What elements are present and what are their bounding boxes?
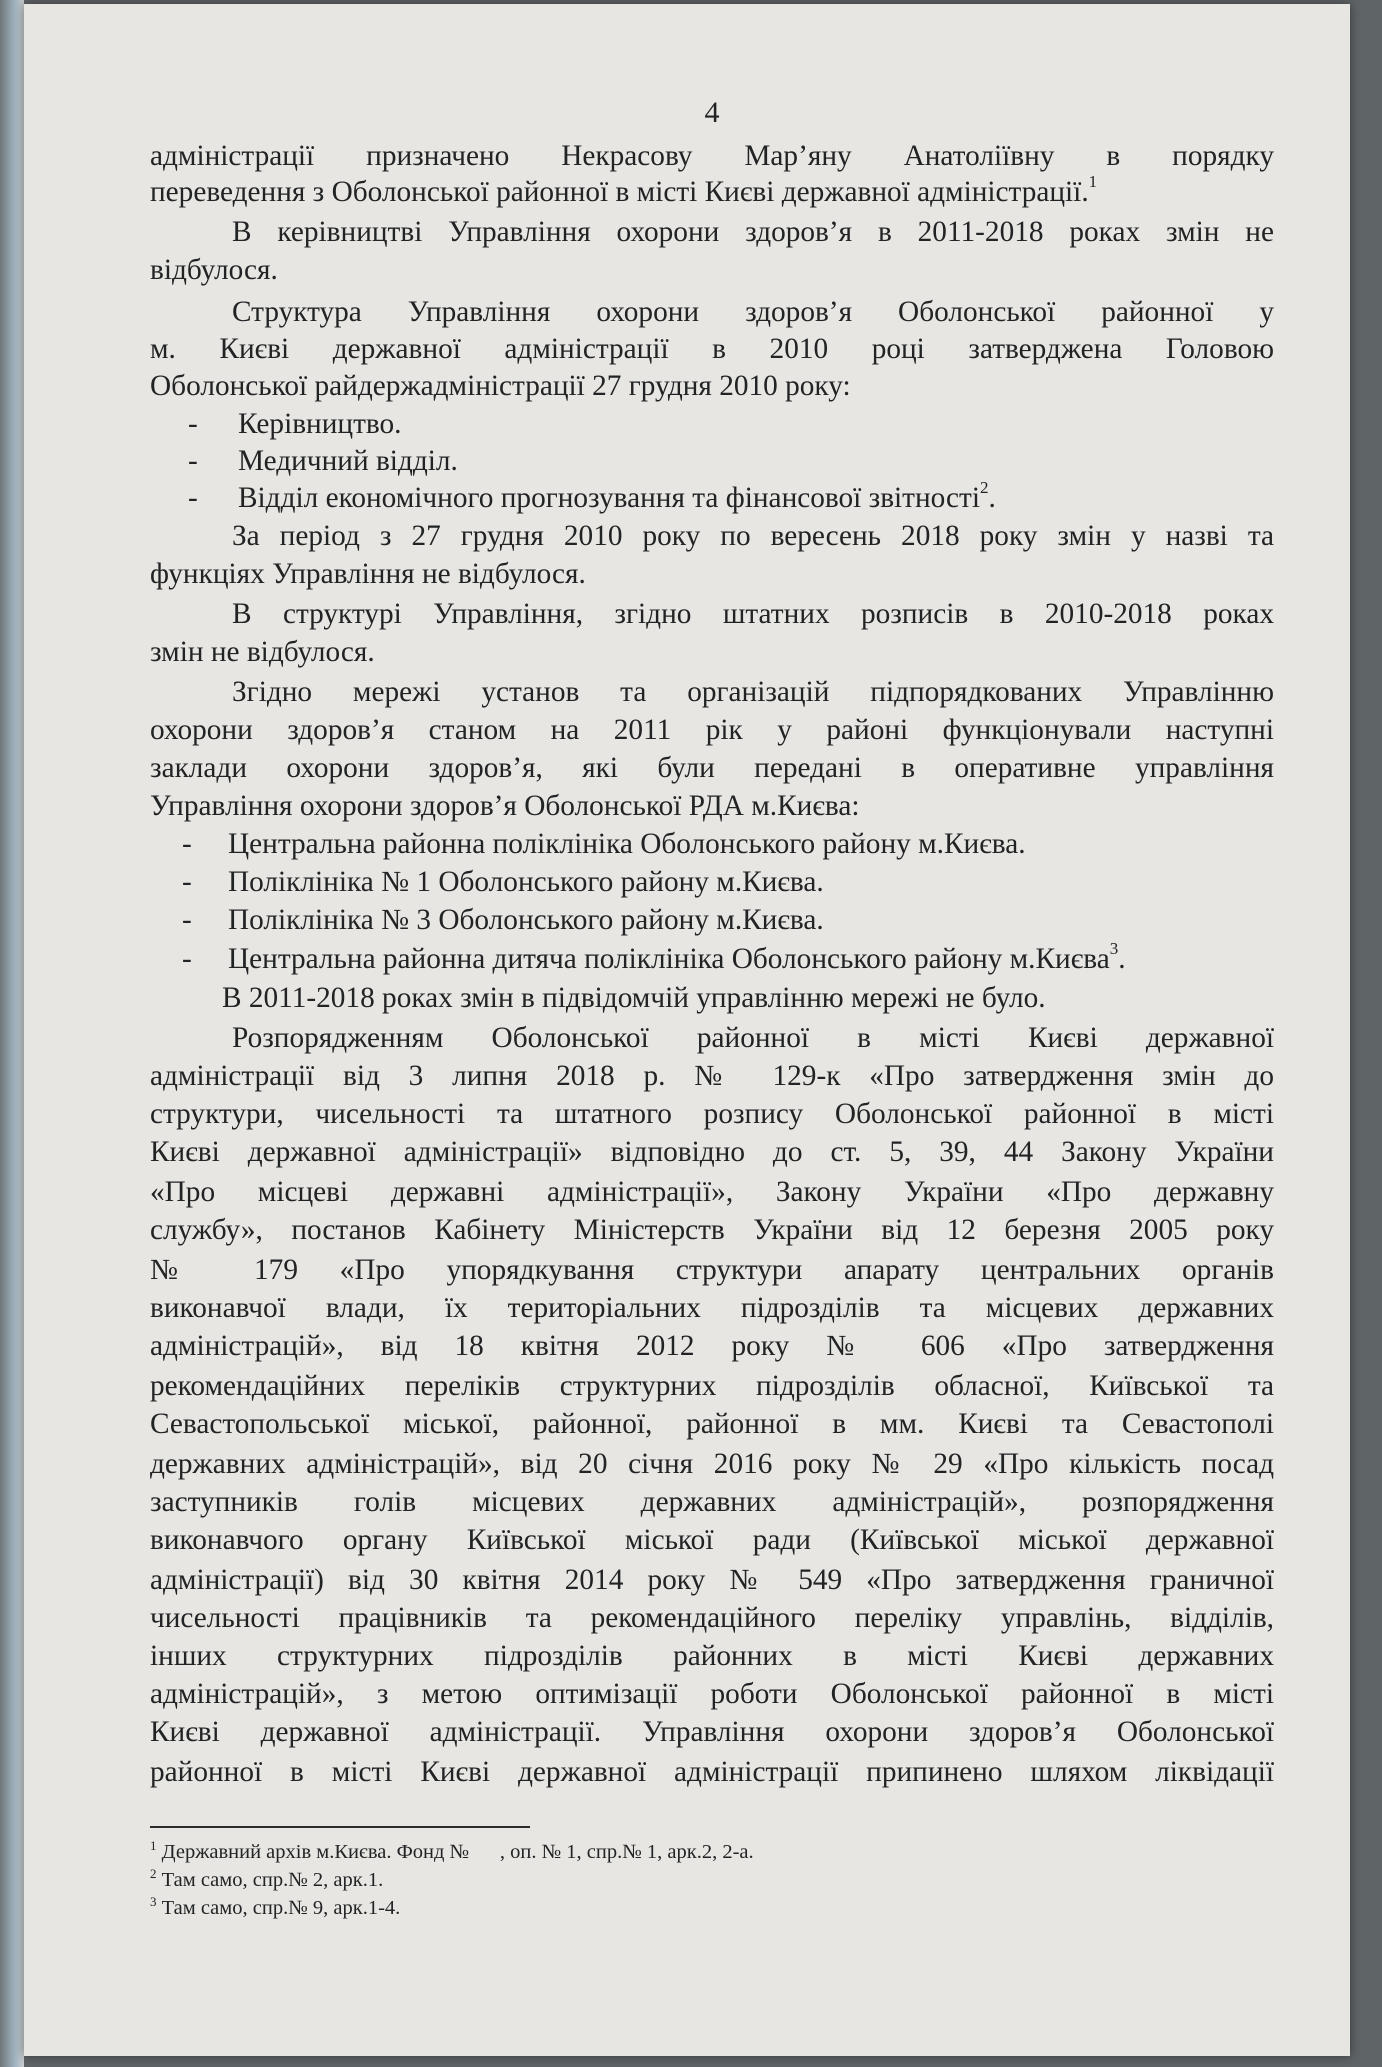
body-line: «Про місцеві державні адміністрації», Закону України «Про державну xyxy=(150,1176,1274,1208)
footnote-separator xyxy=(150,1826,530,1828)
list-item: - Медичний відділ. xyxy=(188,445,458,477)
body-line: адміністрацій», від 18 квітня 2012 року № 606 «Про затвердження xyxy=(150,1330,1274,1362)
footnote: $^3$ Там само, спр.№ 9, арк.1-4. xyxy=(150,1894,401,1919)
body-line: адміністрації від 3 липня 2018 р. № 129-к «Про затвердження змін до xyxy=(150,1060,1274,1092)
body-line: рекомендаційних переліків структурних підрозділів обласної, Київської та xyxy=(150,1370,1274,1402)
footnote-ref: 1 xyxy=(1088,172,1098,191)
body-line: виконавчої влади, їх територіальних підрозділів та місцевих державних xyxy=(150,1292,1274,1324)
list-item: - Поліклініка № 3 Оболонського району м.Києва. xyxy=(182,904,824,936)
body-line: районної в місті Києві державної адміністрації припинено шляхом ліквідації xyxy=(150,1756,1274,1788)
body-line: В 2011-2018 роках змін в підвідомчій управлінню мережі не було. xyxy=(222,982,1046,1014)
body-line: Києві державної адміністрації. Управління охорони здоров’я Оболонської xyxy=(150,1716,1274,1748)
body-line: Структура Управління охорони здоров’я Оболонської районної у xyxy=(232,296,1274,328)
body-line: охорони здоров’я станом на 2011 рік у районі функціонували наступні xyxy=(150,714,1274,746)
body-line: За період з 27 грудня 2010 року по вересень 2018 року змін у назві та xyxy=(232,520,1274,552)
body-line: функціях Управління не відбулося. xyxy=(150,558,586,590)
body-line: заклади охорони здоров’я, які були передані в оперативне управління xyxy=(150,752,1274,784)
document-page xyxy=(24,4,1350,2056)
body-line: переведення з Оболонської районної в місті Києві державної адміністрації.$^1$ xyxy=(150,172,1098,208)
footnote-ref: 3 xyxy=(1109,939,1119,958)
list-item: - Відділ економічного прогнозування та фінансової звітності$^2$. xyxy=(188,478,996,514)
list-item: - Поліклініка № 1 Оболонського району м.Києва. xyxy=(182,866,824,898)
body-line: Розпорядженням Оболонської районної в місті Києві державної xyxy=(232,1022,1274,1054)
list-item: - Центральна районна дитяча поліклініка Оболонського району м.Києва$^3$. xyxy=(182,939,1126,975)
body-line: структури, чисельності та штатного розпису Оболонської районної в місті xyxy=(150,1098,1274,1130)
body-line: відбулося. xyxy=(150,254,278,286)
body-line: чисельності працівників та рекомендаційного переліку управлінь, відділів, xyxy=(150,1602,1274,1634)
body-line: заступників голів місцевих державних адміністрацій», розпорядження xyxy=(150,1486,1274,1518)
footnote-ref: 2 xyxy=(980,478,989,497)
list-item: - Центральна районна поліклініка Оболонського району м.Києва. xyxy=(182,828,1026,860)
body-line: адміністрацій», з метою оптимізації роботи Оболонської районної в місті xyxy=(150,1678,1274,1710)
body-line: інших структурних підрозділів районних в місті Києві державних xyxy=(150,1640,1274,1672)
body-line: Згідно мережі установ та організацій підпорядкованих Управлінню xyxy=(232,676,1274,708)
body-line: Севастопольської міської, районної, районної в мм. Києві та Севастополі xyxy=(150,1408,1274,1440)
body-line: Києві державної адміністрації» відповідно до ст. 5, 39, 44 Закону України xyxy=(150,1136,1274,1168)
body-line: виконавчого органу Київської міської ради (Київської міської державної xyxy=(150,1524,1274,1556)
body-line: адміністрації) від 30 квітня 2014 року № 549 «Про затвердження граничної xyxy=(150,1564,1274,1596)
body-line: службу», постанов Кабінету Міністерств України від 12 березня 2005 року xyxy=(150,1214,1274,1246)
body-line: Оболонської райдержадміністрації 27 грудня 2010 року: xyxy=(150,370,851,402)
footnote: $^1$ Державний архів м.Києва. Фонд № , оп. № 1, спр.№ 1, арк.2, 2-а. xyxy=(150,1838,754,1863)
footnote: $^2$ Там само, спр.№ 2, арк.1. xyxy=(150,1866,384,1891)
list-item: - Керівництво. xyxy=(188,408,402,440)
body-line: В структурі Управління, згідно штатних розписів в 2010-2018 роках xyxy=(232,598,1274,630)
body-line: адміністрації призначено Некрасову Мар’яну Анатоліївну в порядку xyxy=(150,140,1274,172)
body-line: Управління охорони здоров’я Оболонської РДА м.Києва: xyxy=(150,790,860,822)
page-number: 4 xyxy=(704,96,720,129)
body-line: змін не відбулося. xyxy=(150,636,375,668)
body-line: В керівництві Управління охорони здоров’я в 2011-2018 роках змін не xyxy=(232,216,1274,248)
scanner-background-edge xyxy=(0,0,24,2067)
body-line: державних адміністрацій», від 20 січня 2016 року № 29 «Про кількість посад xyxy=(150,1448,1274,1480)
body-line: м. Києві державної адміністрації в 2010 році затверджена Головою xyxy=(150,333,1274,365)
body-line: № 179 «Про упорядкування структури апарату центральних органів xyxy=(150,1254,1274,1286)
